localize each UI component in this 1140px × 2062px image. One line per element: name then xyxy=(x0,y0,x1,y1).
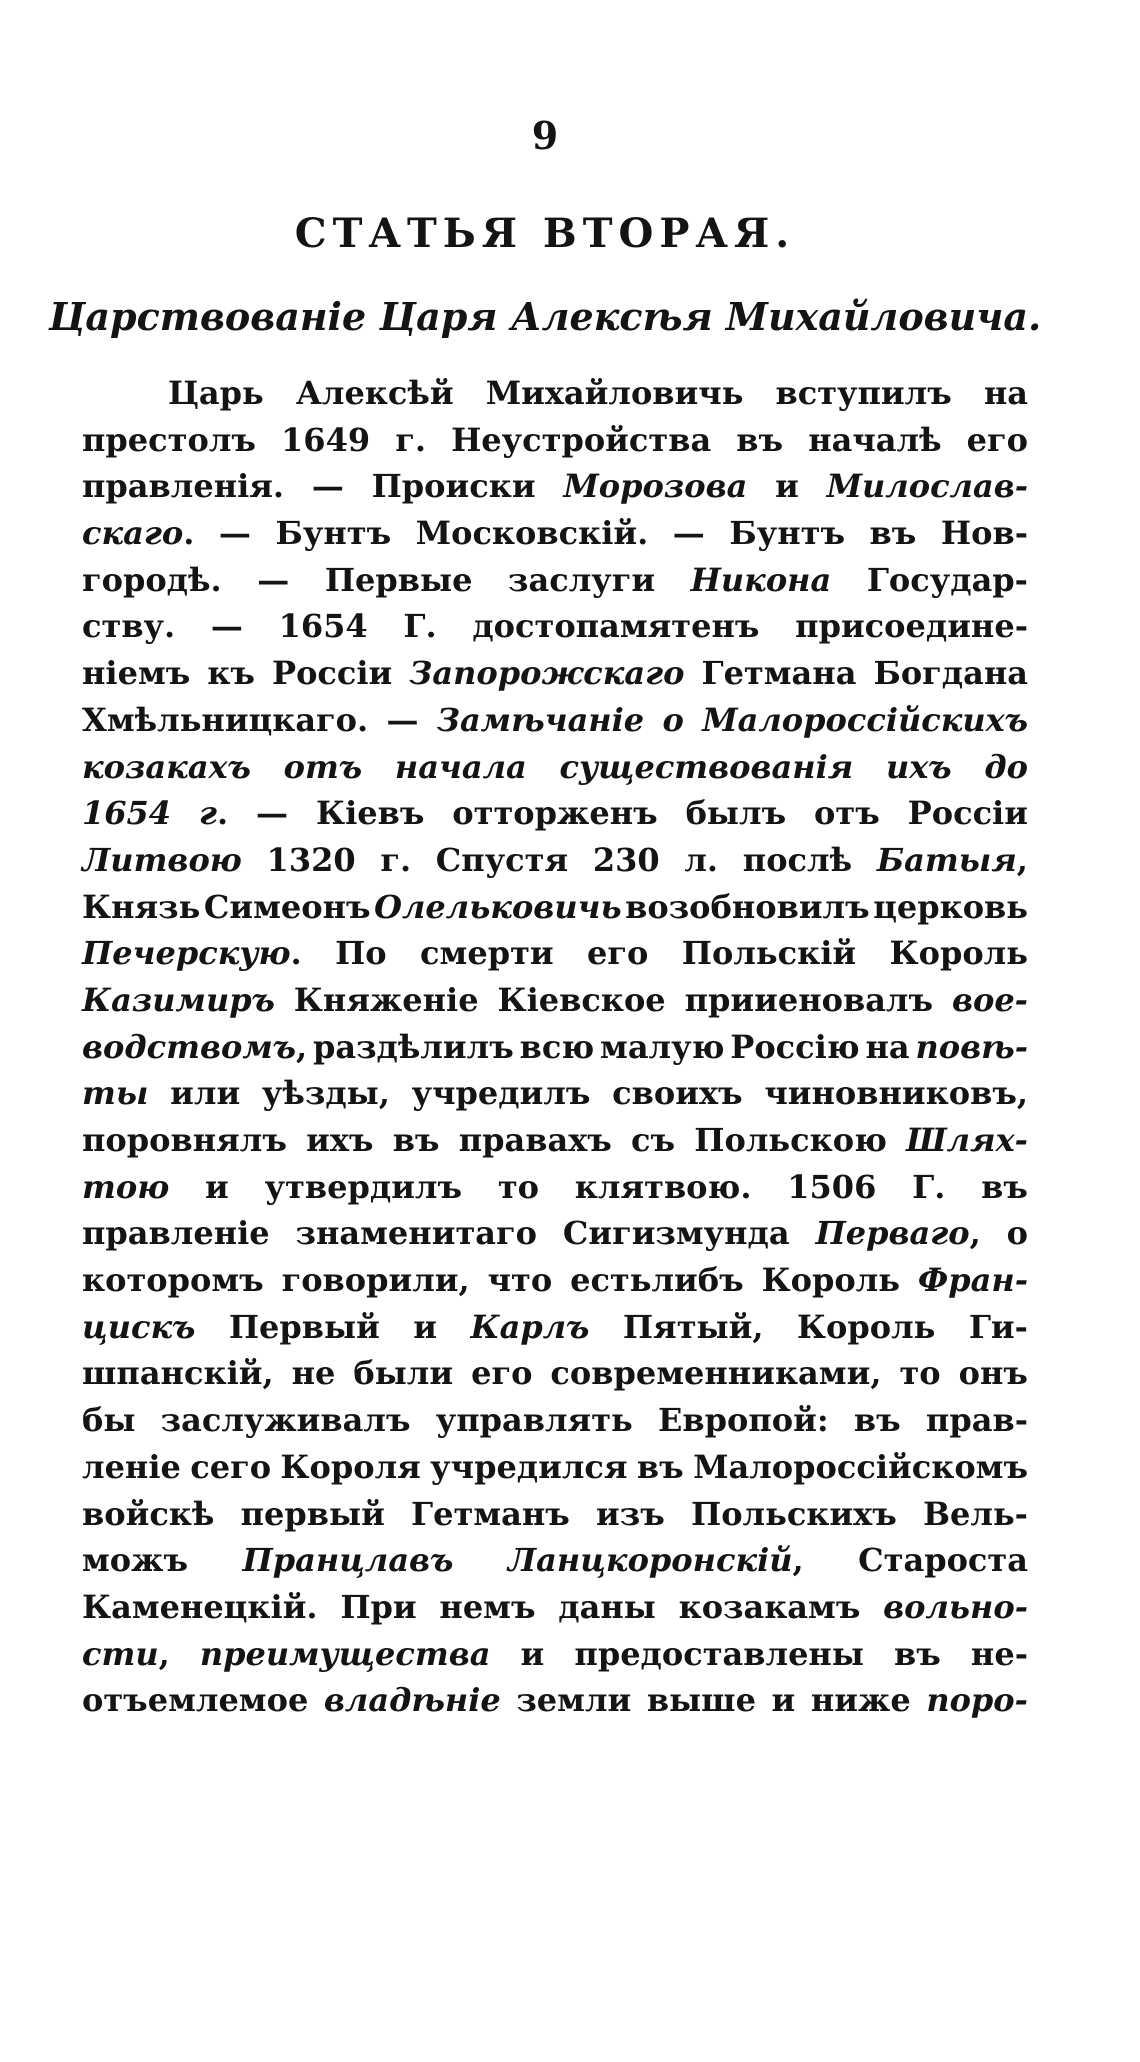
text-line xyxy=(82,370,1028,417)
word: — xyxy=(386,700,419,739)
word: предоставлены xyxy=(574,1634,864,1673)
word: онъ xyxy=(958,1354,1028,1393)
word: естьлибъ xyxy=(570,1261,744,1300)
word: 1654 xyxy=(82,794,172,833)
word: Спустя xyxy=(435,840,569,879)
word: отъ xyxy=(814,794,880,833)
word: уѣзды, xyxy=(261,1074,390,1113)
word: Милослав- xyxy=(826,467,1028,506)
text-line xyxy=(82,1257,1028,1304)
word: въ xyxy=(636,1447,684,1486)
text-line xyxy=(82,977,1028,1024)
word: Ланцкоронскій, xyxy=(507,1541,804,1580)
word: смерти xyxy=(420,934,554,973)
word: на xyxy=(865,1027,910,1066)
word: 1506 xyxy=(787,1167,877,1206)
word: которомъ xyxy=(82,1261,264,1300)
word: Польскою xyxy=(694,1121,887,1159)
word: городѣ. xyxy=(82,560,222,599)
word: первый xyxy=(240,1494,385,1533)
word: были xyxy=(353,1354,454,1393)
text-line xyxy=(82,1677,1028,1724)
word: и xyxy=(520,1634,545,1673)
word: Шлях- xyxy=(906,1121,1028,1159)
word: Гетманъ xyxy=(411,1494,570,1533)
word: 1649 xyxy=(281,420,371,459)
word: Первые xyxy=(324,560,473,599)
text-line xyxy=(82,650,1028,697)
page-number: 9 xyxy=(531,113,559,158)
word: шпанскій, xyxy=(82,1354,274,1393)
word: Государ- xyxy=(866,560,1028,599)
word: Малороссійскихъ xyxy=(702,700,1028,739)
word: Г. xyxy=(912,1167,946,1206)
word: При xyxy=(340,1587,417,1626)
text-line xyxy=(82,744,1028,791)
chapter-title: СТАТЬЯ ВТОРАЯ. xyxy=(294,210,796,257)
word: По xyxy=(335,934,387,973)
word: началѣ xyxy=(808,420,942,459)
word: заслуги xyxy=(508,560,656,599)
word: прав- xyxy=(925,1401,1028,1440)
text-line xyxy=(82,1631,1028,1678)
word: учредилъ xyxy=(411,1074,591,1113)
word: тою xyxy=(82,1167,170,1206)
word: утвердилъ xyxy=(264,1167,463,1206)
word: Неустройства xyxy=(451,420,712,459)
word: Каменецкій. xyxy=(82,1587,318,1626)
body-text xyxy=(82,370,1028,1724)
word: или xyxy=(170,1074,241,1113)
word: Карлъ xyxy=(470,1307,590,1346)
word: знаменитаго xyxy=(295,1214,537,1253)
word: Алексѣй xyxy=(295,374,454,412)
word: въ xyxy=(894,1634,941,1673)
word: чиновниковъ, xyxy=(764,1074,1028,1113)
word: 1320 xyxy=(266,840,356,879)
text-line xyxy=(82,1070,1028,1117)
word: въ xyxy=(392,1121,440,1159)
word: сти, xyxy=(82,1634,170,1673)
word: козакамъ xyxy=(678,1587,861,1626)
word: на xyxy=(983,374,1028,412)
word: Симеонъ xyxy=(203,887,371,926)
word: г. xyxy=(198,794,229,833)
word: его xyxy=(966,420,1028,459)
word: Князь xyxy=(82,887,201,926)
text-line xyxy=(82,1210,1028,1257)
word: Кіевъ xyxy=(315,794,425,833)
word: даны xyxy=(558,1587,656,1626)
text-line xyxy=(82,1350,1028,1397)
word: въ xyxy=(981,1167,1028,1206)
word: ты xyxy=(82,1074,149,1113)
word: въ xyxy=(736,420,784,459)
word: учредился xyxy=(430,1447,628,1486)
word: изъ xyxy=(596,1494,665,1533)
word: г. xyxy=(380,840,412,879)
word: войскѣ xyxy=(82,1494,215,1533)
word: Короля xyxy=(280,1447,421,1486)
word: управлять xyxy=(435,1401,633,1440)
text-line xyxy=(82,884,1028,931)
word: преимущества xyxy=(199,1634,491,1673)
word: Староста xyxy=(858,1541,1028,1580)
text-line xyxy=(82,510,1028,557)
word: немъ xyxy=(439,1587,536,1626)
word: Россіи xyxy=(272,654,393,693)
word: Первый xyxy=(228,1307,380,1346)
word: и xyxy=(205,1167,229,1206)
word: и xyxy=(413,1307,438,1346)
word: — xyxy=(257,560,290,599)
word: присоедине- xyxy=(795,607,1028,646)
word: былъ xyxy=(685,794,787,833)
word: ихъ xyxy=(886,747,952,786)
word: Вель- xyxy=(922,1494,1028,1533)
text-line xyxy=(82,1491,1028,1538)
word: о xyxy=(662,700,684,739)
word: говорили, xyxy=(281,1261,470,1300)
word: скаго. xyxy=(82,514,195,553)
text-line xyxy=(82,463,1028,510)
word: Бунтъ xyxy=(729,514,845,553)
word: Польскій xyxy=(681,934,857,973)
word: поровнялъ xyxy=(82,1121,287,1159)
word: Польскихъ xyxy=(690,1494,897,1533)
word: достопамятенъ xyxy=(472,607,760,646)
word: церковь xyxy=(873,887,1028,926)
word: 230 xyxy=(592,840,660,879)
word: Кіевское xyxy=(497,980,666,1019)
word: возобновилъ xyxy=(625,887,870,926)
word: Печерскую. xyxy=(82,934,302,973)
word: о xyxy=(1006,1214,1028,1253)
word: прииеновалъ xyxy=(684,980,934,1019)
word: — xyxy=(256,794,289,833)
word: и xyxy=(775,467,799,506)
word: повѣ- xyxy=(915,1027,1028,1066)
word: козакахъ xyxy=(82,747,251,786)
word: Пранцлавъ xyxy=(242,1541,454,1580)
word: къ xyxy=(207,654,255,693)
text-line xyxy=(82,930,1028,977)
word: Пятый, xyxy=(622,1307,764,1346)
word: бы xyxy=(82,1401,136,1440)
word: сего xyxy=(190,1447,272,1486)
word: цискъ xyxy=(82,1307,196,1346)
text-line xyxy=(82,557,1028,604)
word: не xyxy=(291,1354,336,1393)
word: поро- xyxy=(926,1681,1028,1720)
word: земли xyxy=(516,1681,632,1720)
word: выше xyxy=(646,1681,756,1720)
word: вступилъ xyxy=(775,374,952,412)
text-line xyxy=(82,790,1028,837)
word: существованія xyxy=(559,747,854,786)
word: малую xyxy=(600,1027,725,1066)
word: ніемъ xyxy=(82,654,191,693)
text-line xyxy=(82,1537,1028,1584)
word: Гетмана xyxy=(701,654,857,693)
word: Король xyxy=(889,934,1028,973)
word: отъемлемое xyxy=(82,1681,309,1720)
word: ниже xyxy=(810,1681,911,1720)
text-line xyxy=(82,1164,1028,1211)
word: Нов- xyxy=(940,514,1028,553)
word: Россіи xyxy=(907,794,1028,833)
text-line xyxy=(82,1117,1028,1164)
word: водствомъ, xyxy=(82,1027,308,1066)
word: г. xyxy=(395,420,426,459)
chapter-subtitle: Царствованіе Царя Алексѣя Михайловича. xyxy=(48,294,1042,339)
word: Происки xyxy=(371,467,536,506)
word: Замѣчаніе xyxy=(436,700,645,739)
word: что xyxy=(487,1261,553,1300)
word: его xyxy=(587,934,649,973)
word: Король xyxy=(761,1261,901,1300)
word: Никона xyxy=(690,560,832,599)
word: Фран- xyxy=(917,1261,1028,1300)
word: Сигизмунда xyxy=(562,1214,790,1253)
word: Московскій. xyxy=(415,514,649,553)
word: отторженъ xyxy=(452,794,658,833)
word: Европой: xyxy=(657,1401,829,1440)
word: ихъ xyxy=(306,1121,374,1159)
word: и xyxy=(771,1681,796,1720)
word: можъ xyxy=(82,1541,188,1580)
text-line xyxy=(82,1024,1028,1071)
word: Хмѣльницкаго. xyxy=(82,700,369,739)
word: — xyxy=(210,607,243,646)
word: послѣ xyxy=(742,840,853,879)
word: Царь xyxy=(168,374,264,412)
word: Морозова xyxy=(563,467,748,506)
word: Малороссійскомъ xyxy=(693,1447,1028,1486)
word: то xyxy=(497,1167,539,1206)
word: леніе xyxy=(82,1447,181,1486)
text-line xyxy=(82,837,1028,884)
text-line xyxy=(82,603,1028,650)
word: не- xyxy=(970,1634,1028,1673)
text-line xyxy=(82,1444,1028,1491)
word: своихъ xyxy=(612,1074,743,1113)
word: современниками, xyxy=(550,1354,882,1393)
word: отъ xyxy=(283,747,363,786)
word: престолъ xyxy=(82,420,256,459)
word: вое- xyxy=(951,980,1028,1019)
word: Король xyxy=(796,1307,936,1346)
word: правахъ xyxy=(458,1121,612,1159)
word: — xyxy=(218,514,251,553)
word: Княженіе xyxy=(293,980,479,1019)
word: Батыя, xyxy=(876,840,1028,879)
word: Казимиръ xyxy=(82,980,275,1019)
word: Михайловичь xyxy=(485,374,744,412)
text-line xyxy=(82,417,1028,464)
word: Олельковичь xyxy=(374,887,622,926)
text-line xyxy=(82,1584,1028,1631)
word: Богдана xyxy=(873,654,1028,693)
text-line xyxy=(82,697,1028,744)
word: владѣніе xyxy=(323,1681,501,1720)
word: его xyxy=(471,1354,533,1393)
word: всю xyxy=(519,1027,595,1066)
word: 1654 xyxy=(278,607,368,646)
word: Бунтъ xyxy=(275,514,392,553)
word: до xyxy=(984,747,1028,786)
word: ству. xyxy=(82,607,176,646)
word: Г. xyxy=(403,607,437,646)
word: правленія. xyxy=(82,467,285,506)
word: Ги- xyxy=(968,1307,1028,1346)
word: то xyxy=(899,1354,941,1393)
word: Перваго, xyxy=(815,1214,981,1253)
word: въ xyxy=(869,514,917,553)
word: — xyxy=(672,514,705,553)
text-line xyxy=(82,1304,1028,1351)
word: заслуживалъ xyxy=(160,1401,411,1440)
word: л. xyxy=(684,840,719,879)
word: Россію xyxy=(730,1027,860,1066)
text-line xyxy=(82,1397,1028,1444)
word: Литвою xyxy=(82,840,242,879)
word: правленіе xyxy=(82,1214,270,1253)
word: Запорожскаго xyxy=(409,654,685,693)
word: съ xyxy=(631,1121,676,1159)
word: раздѣлилъ xyxy=(313,1027,514,1066)
word: вольно- xyxy=(883,1587,1028,1626)
word: въ xyxy=(853,1401,901,1440)
word: начала xyxy=(394,747,527,786)
word: клятвою. xyxy=(574,1167,752,1206)
word: — xyxy=(311,467,344,506)
